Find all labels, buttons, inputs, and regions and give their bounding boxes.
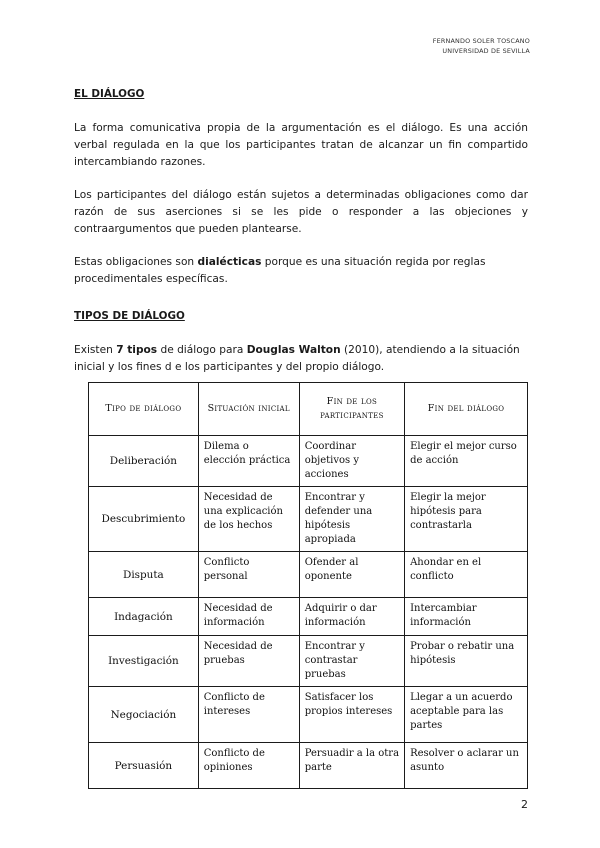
table-cell: Descubrimiento <box>89 487 199 552</box>
table-cell: Dilema o elección práctica <box>198 436 299 487</box>
table-row <box>89 743 528 789</box>
table-cell: Disputa <box>89 552 199 598</box>
table-cell: Investigación <box>89 636 199 687</box>
table-row <box>89 436 528 487</box>
table-cell: Encontrar y defender una hipótesis apropiada <box>299 487 404 552</box>
table-cell: Elegir el mejor curso de acción <box>405 436 528 487</box>
table-cell: Elegir la mejor hipótesis para contrastarla <box>405 487 528 552</box>
table-cell: Necesidad de una explicación de los hechos <box>198 487 299 552</box>
table-row <box>89 598 528 636</box>
table-header-row <box>89 383 528 436</box>
tipos-text-c: de diálogo para <box>157 344 247 356</box>
tipos-text-e: (2010), atendiendo a la situación inicial y los fines d e los participantes y del propio diálogo. <box>74 344 520 373</box>
table-cell: Persuadir a la otra parte <box>299 743 404 789</box>
tipos-text-a: Existen <box>74 344 117 356</box>
dialogue-types-table-wrap <box>88 382 528 789</box>
table-header-cell: Fin del diálogo <box>405 383 528 436</box>
table-header-cell: Tipo de diálogo <box>89 383 199 436</box>
table-cell: Satisfacer los propios intereses <box>299 687 404 743</box>
paragraph-2: Los participantes del diálogo están sujetos a determinadas obligaciones como dar razón de sus aserciones si se les pide o responder a las objeciones y contraargumentos que pueden plantearse. <box>74 189 528 235</box>
table-cell: Indagación <box>89 598 199 636</box>
table-row <box>89 687 528 743</box>
section-title-tipos: TIPOS DE DIÁLOGO <box>74 310 185 322</box>
table-cell: Conflicto personal <box>198 552 299 598</box>
table-row <box>89 552 528 598</box>
paragraph-3-text-b: porque es una situación regida por reglas procedimentales específicas. <box>74 256 486 285</box>
table-cell: Coordinar objetivos y acciones <box>299 436 404 487</box>
table-cell: Llegar a un acuerdo aceptable para las partes <box>405 687 528 743</box>
dialogue-types-table <box>88 382 528 789</box>
table-cell: Negociación <box>89 687 199 743</box>
table-cell: Necesidad de información <box>198 598 299 636</box>
table-cell: Persuasión <box>89 743 199 789</box>
table-cell: Ahondar en el conflicto <box>405 552 528 598</box>
table-cell: Resolver o aclarar un asunto <box>405 743 528 789</box>
main-content <box>74 88 528 392</box>
table-cell: Conflicto de intereses <box>198 687 299 743</box>
page-header <box>433 36 530 56</box>
table-header-cell: Fin de los participantes <box>299 383 404 436</box>
table-cell: Intercambiar información <box>405 598 528 636</box>
paragraph-3 <box>74 254 528 288</box>
table-cell: Ofender al oponente <box>299 552 404 598</box>
page-number: 2 <box>521 798 528 811</box>
tipos-bold-author: Douglas Walton <box>246 344 341 356</box>
table-cell: Conflicto de opiniones <box>198 743 299 789</box>
paragraph-1: La forma comunicativa propia de la argumentación es el diálogo. Es una acción verbal regulada en la que los participantes tratan de alcanzar un fin compartido intercambiando razones. <box>74 122 528 168</box>
table-row <box>89 487 528 552</box>
header-university: UNIVERSIDAD DE SEVILLA <box>442 47 530 55</box>
paragraph-3-bold: dialécticas <box>197 256 262 268</box>
table-cell: Necesidad de pruebas <box>198 636 299 687</box>
table-cell: Adquirir o dar información <box>299 598 404 636</box>
paragraph-3-text-a: Estas obligaciones son <box>74 256 198 268</box>
table-row <box>89 636 528 687</box>
table-cell: Deliberación <box>89 436 199 487</box>
table-cell: Encontrar y contrastar pruebas <box>299 636 404 687</box>
table-header-cell: Situación inicial <box>198 383 299 436</box>
paragraph-tipos <box>74 342 528 376</box>
tipos-bold-count: 7 tipos <box>116 344 158 356</box>
table-cell: Probar o rebatir una hipótesis <box>405 636 528 687</box>
header-author: FERNANDO SOLER TOSCANO <box>432 37 530 45</box>
section-title-dialogo: EL DIÁLOGO <box>74 88 145 100</box>
